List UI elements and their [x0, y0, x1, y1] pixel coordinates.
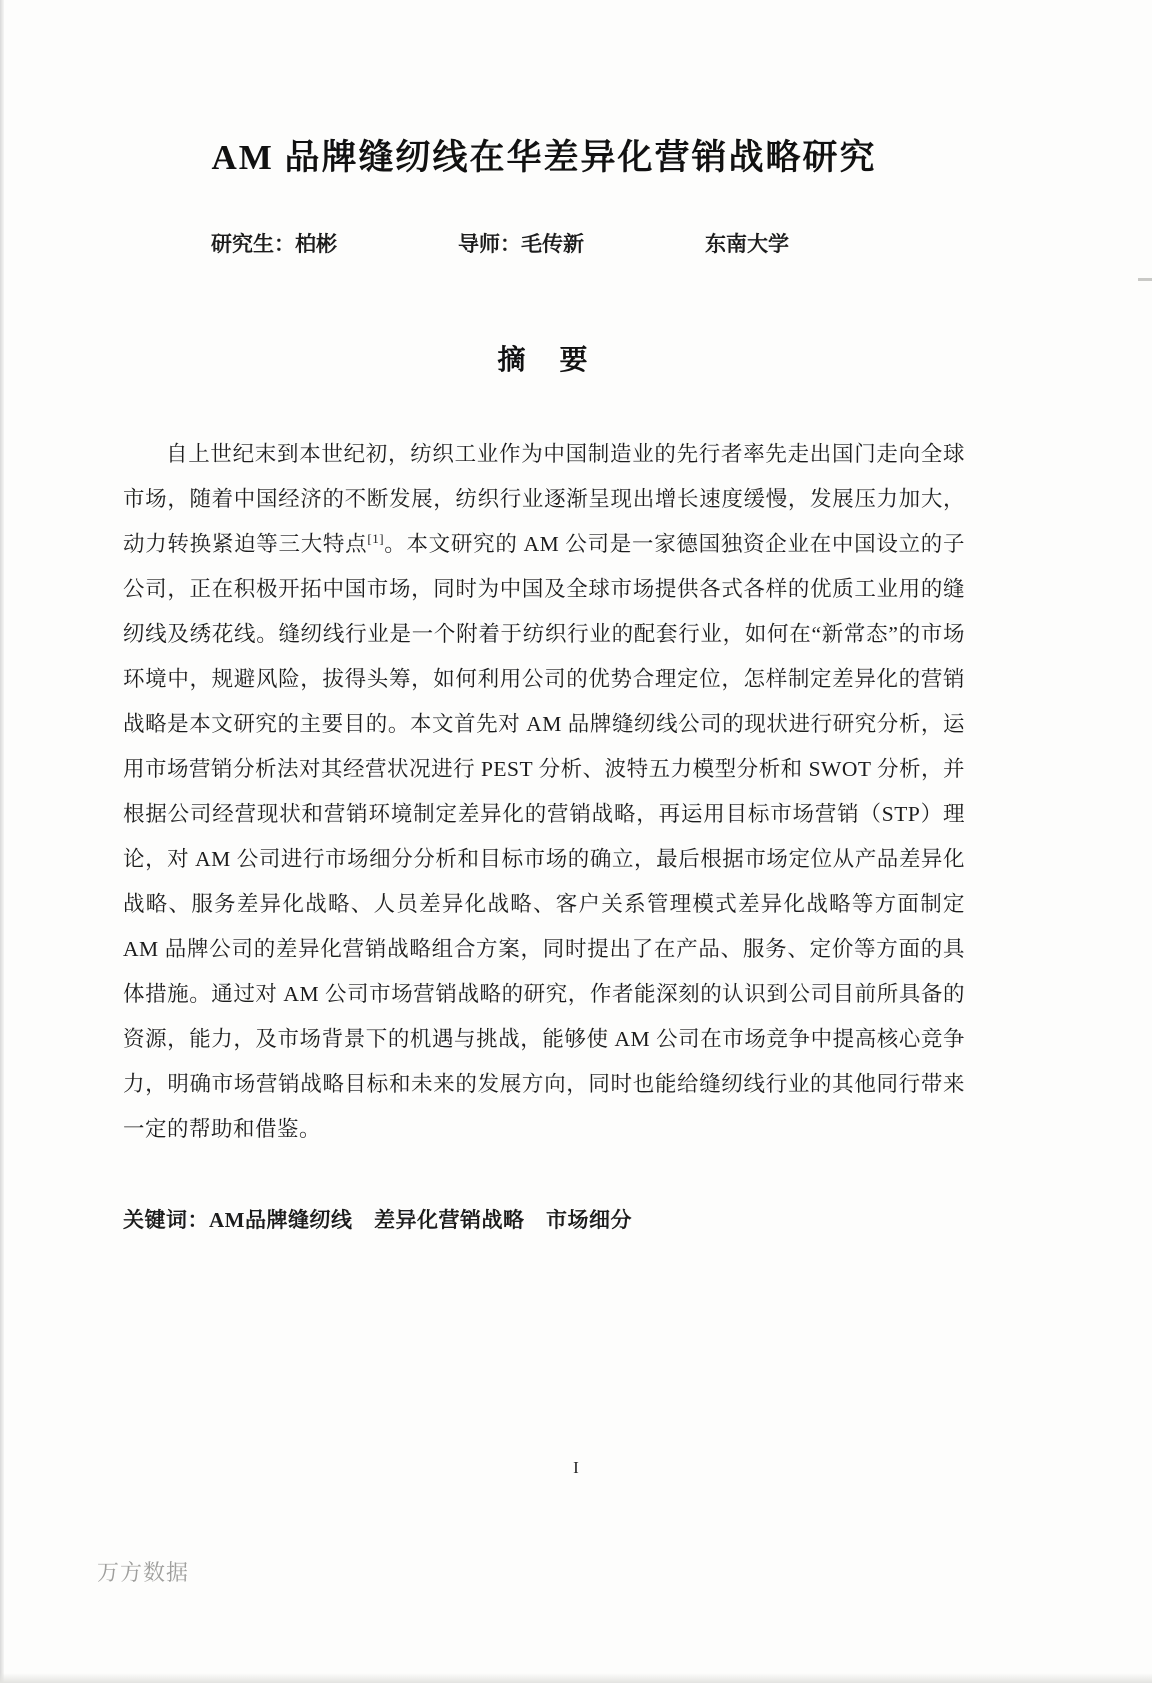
citation-marker: [1]	[367, 530, 385, 546]
byline	[211, 228, 789, 258]
abstract-paragraph	[123, 432, 965, 1152]
scan-artifact-left-edge	[0, 0, 4, 1683]
keywords-label: 关键词：	[123, 1208, 209, 1232]
abstract-text-part2: 。本文研究的 AM 公司是一家德国独资企业在中国设立的子公司，正在积极开拓中国市场，同时为中国及全球市场提供各式各样的优质工业用的缝纫线及绣花线。缝纫线行业是一个附着于纺织行业的配套行业，如何在“新常态”的市场环境中，规避风险，拔得头筹，如何利用公司的优势合理定位，怎样制定差异化的营销战略是本文研究的主要目的。本文首先对 AM 品牌缝纫线公司的现状进行研究分析，运用市场营销分析法对其经营状况进行 PEST 分析、波特五力模型分析和 SWOT 分析，并根据公司经营现状和营销环境制定差异化的营销战略，再运用目标市场营销（STP）理论，对 AM 公司进行市场细分分析和目标市场的确立，最后根据市场定位从产品差异化战略、服务差异化战略、人员差异化战略、客户关系管理模式差异化战略等方面制定 AM 品牌公司的差异化营销战略组合方案，同时提出了在产品、服务、定价等方面的具体措施。通过对 AM 公司市场营销战略的研究，作者能深刻的认识到公司目前所具备的资源，能力，及市场背景下的机遇与挑战，能够使 AM 公司在市场竞争中提高核心竞争力，明确市场营销战略目标和未来的发展方向，同时也能给缝纫线行业的其他同行带来一定的帮助和借鉴。	[123, 532, 965, 1141]
page-number: I	[573, 1458, 579, 1477]
keywords-line	[123, 1204, 965, 1234]
abstract-heading: 摘 要	[497, 345, 591, 376]
wanfang-watermark: 万方数据	[97, 1560, 190, 1585]
scan-artifact-bottom-edge	[0, 1673, 1152, 1683]
university-name: 东南大学	[705, 232, 789, 256]
scan-artifact-right-mark	[1138, 278, 1152, 281]
keywords-text: AM品牌缝纫线 差异化营销战略 市场细分	[209, 1208, 632, 1232]
student-name: 研究生：柏彬	[211, 232, 337, 256]
advisor-name: 导师：毛传新	[458, 232, 584, 256]
abstract-text-part1: 自上世纪末到本世纪初，纺织工业作为中国制造业的先行者率先走出国门走向全球市场，随着中国经济的不断发展，纺织行业逐渐呈现出增长速度缓慢，发展压力加大，动力转换紧迫等三大特点	[123, 442, 965, 556]
thesis-title: AM 品牌缝纫线在华差异化营销战略研究	[211, 138, 877, 177]
